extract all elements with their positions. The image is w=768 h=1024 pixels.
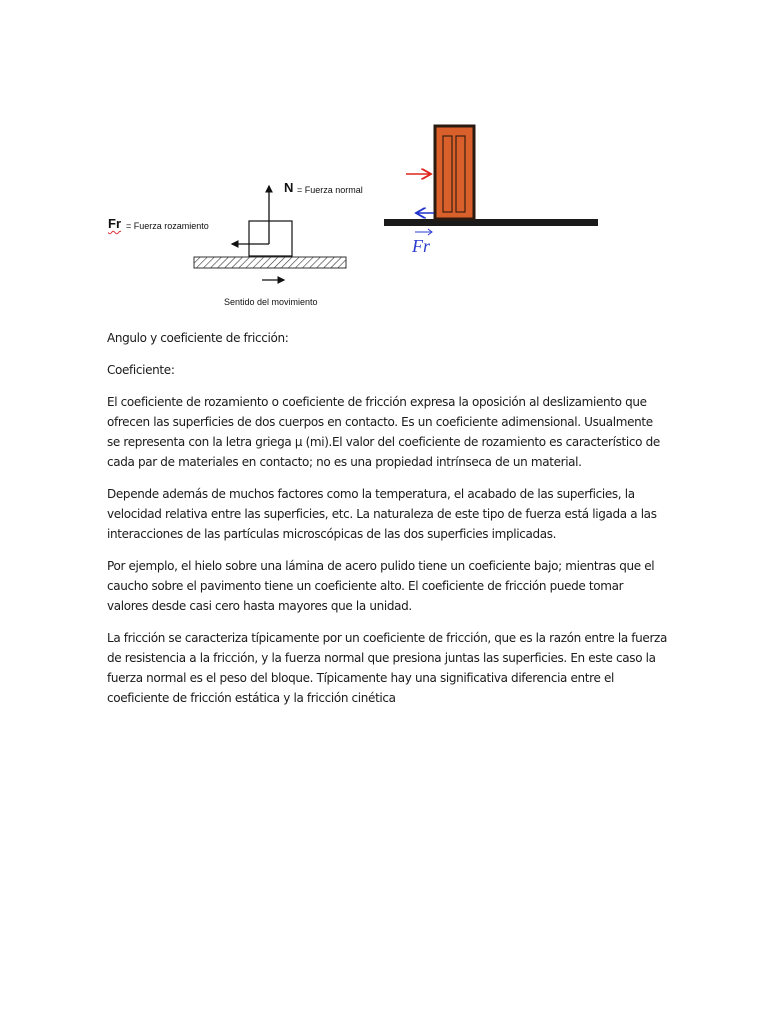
hatched-surface: [194, 257, 346, 268]
document-body: [107, 328, 667, 720]
ground-bar: [384, 219, 598, 226]
heading-angle: Angulo y coeficiente de fricción:: [107, 331, 289, 345]
paragraph-1: El coeficiente de rozamiento o coeficiente de fricción expresa la oposición al deslizamiento que ofrecen las superficies de dos cuerpos en contacto. Es un coeficiente adimensional. Usualmente se representa con la letra griega µ (mi).El valor del coeficiente de rozamiento es característico de cada par de materiales en contacto; no es una propiedad intrínseca de un material.: [107, 395, 660, 469]
normal-label: = Fuerza normal: [297, 185, 363, 195]
paragraph-2: Depende además de muchos factores como la temperatura, el acabado de las superficies, la velocidad relativa entre las superficies, etc. La naturaleza de este tipo de fuerza está ligada a las interacciones de las partículas microscópicas de las dos superficies implicadas.: [107, 487, 657, 541]
heading-coefficient: Coeficiente:: [107, 363, 175, 377]
friction-diagram-right: [382, 122, 602, 262]
friction-vector-label: Fr: [412, 236, 430, 256]
normal-symbol: N: [284, 180, 294, 195]
friction-diagram-left: [104, 176, 366, 316]
friction-diagram-drawing: [104, 176, 366, 316]
paragraph-3: Por ejemplo, el hielo sobre una lámina de acero pulido tiene un coeficiente bajo; mientras que el caucho sobre el pavimento tiene un coeficiente alto. El coeficiente de fricción puede tomar valores desde casi cero hasta mayores que la unidad.: [107, 559, 655, 613]
friction-label: = Fuerza rozamiento: [126, 221, 209, 231]
motion-caption: Sentido del movimiento: [224, 297, 318, 307]
friction-symbol: Fr: [108, 216, 121, 231]
paragraph-4: La fricción se caracteriza típicamente por un coeficiente de fricción, que es la razón entre la fuerza de resistencia a la fricción, y la fuerza normal que presiona juntas las superficies. En este caso la fuerza normal es el peso del bloque. Típicamente hay una significativa diferencia entre el coeficiente de fricción estática y la fricción cinética: [107, 631, 667, 705]
block: [249, 221, 292, 256]
orange-block: [435, 126, 474, 219]
